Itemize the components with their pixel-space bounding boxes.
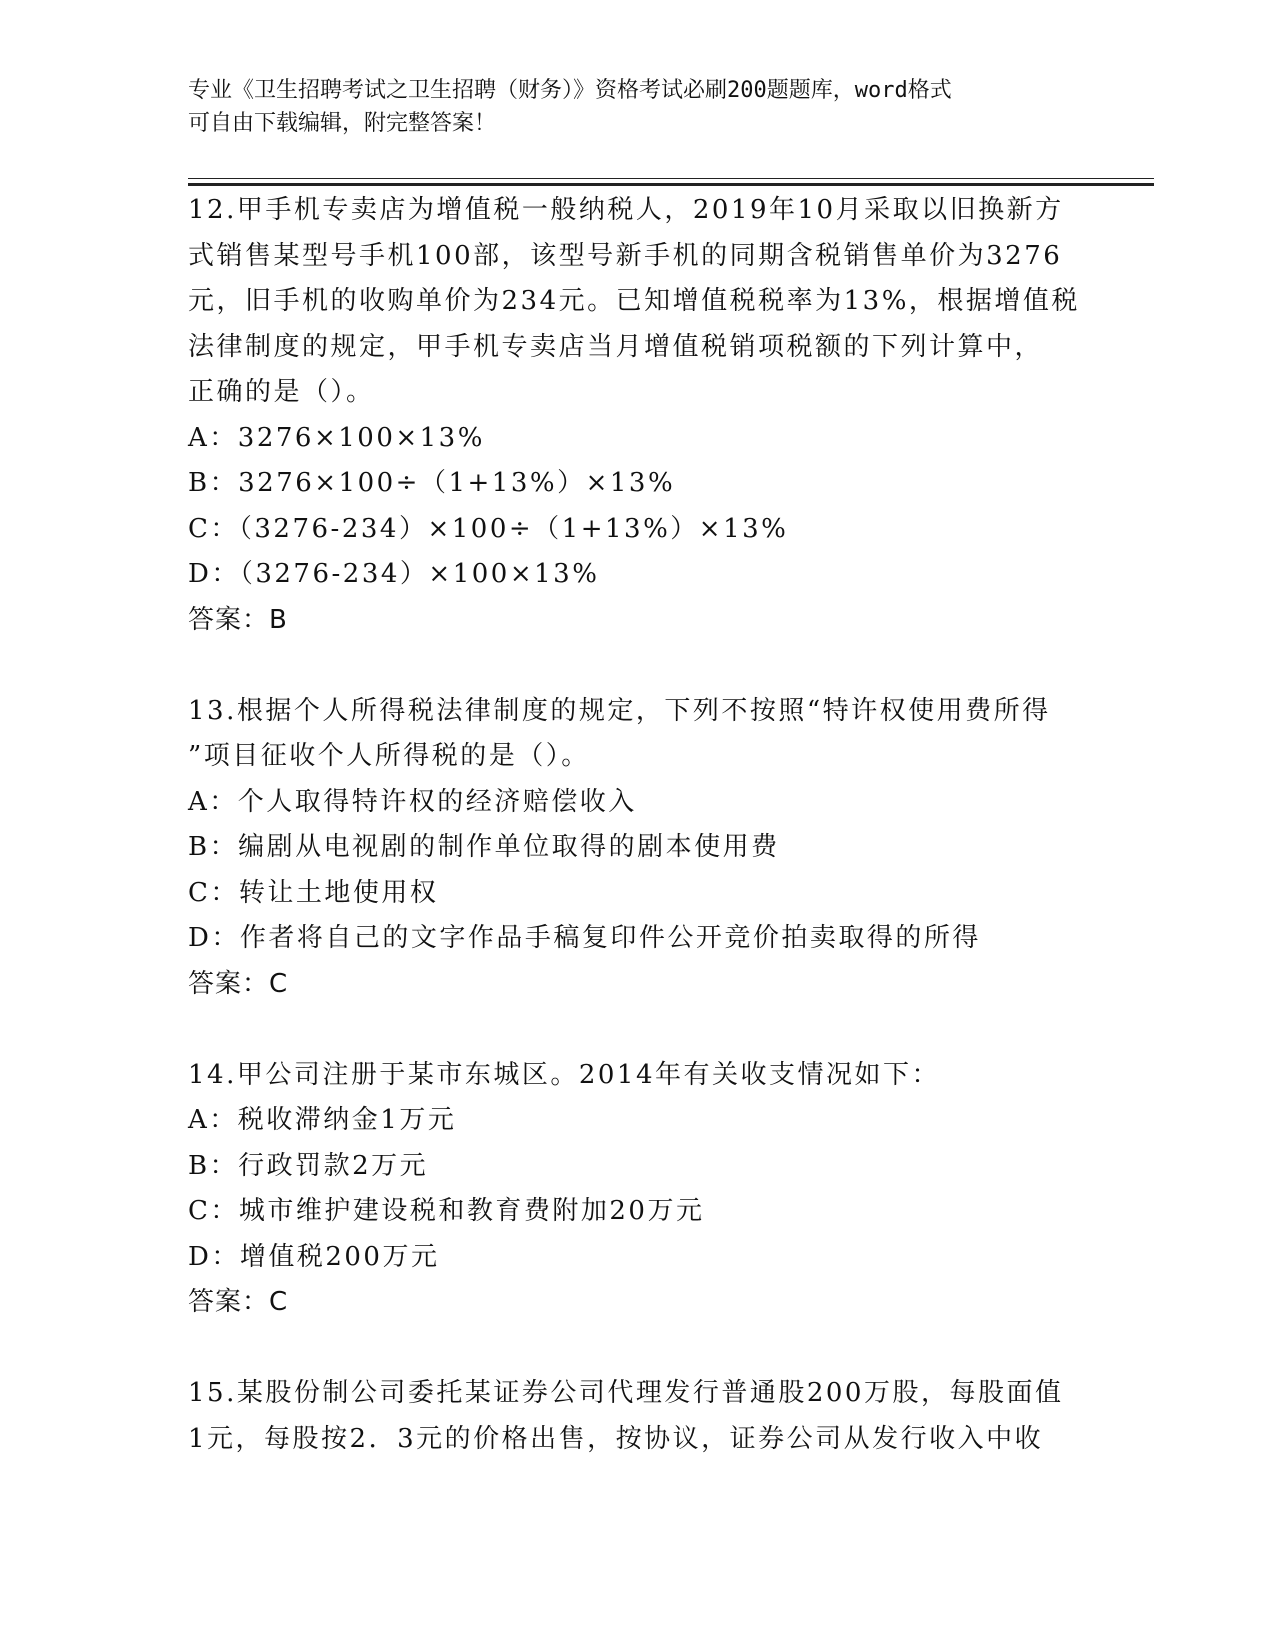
- question-stem-line: 式销售某型号手机100部，该型号新手机的同期含税销售单价为3276: [188, 240, 1063, 271]
- question-15: [188, 1371, 1088, 1462]
- option-c: C：（3276-234）×100÷（1+13%）×13%: [188, 513, 789, 544]
- header-divider-thin: [188, 178, 1154, 179]
- header-line-2: 可自由下载编辑，附完整答案！: [188, 111, 497, 136]
- question-14: [188, 1053, 1088, 1326]
- option-b: B：3276×100÷（1+13%）×13%: [188, 468, 676, 498]
- document-header: [188, 74, 1068, 140]
- question-13: [188, 689, 1088, 1008]
- option-d: D：（3276-234）×100×13%: [188, 559, 600, 589]
- header-line-1: 专业《卫生招聘考试之卫生招聘（财务）》资格考试必刷200题题库，word格式: [188, 78, 952, 103]
- question-stem-line: 13.根据个人所得税法律制度的规定，下列不按照“特许权使用费所得: [188, 695, 1051, 726]
- question-stem-line: ”项目征收个人所得税的是（）。: [188, 741, 590, 771]
- option-d: D：增值税200万元: [188, 1241, 440, 1272]
- option-c: C：转让土地使用权: [188, 877, 439, 908]
- question-stem-line: 元，旧手机的收购单价为234元。已知增值税税率为13%，根据增值税: [188, 286, 1080, 316]
- option-c: C：城市维护建设税和教育费附加20万元: [188, 1196, 705, 1226]
- answer-line: 答案：C: [188, 968, 289, 999]
- question-stem-line: 法律制度的规定，甲手机专卖店当月增值税销项税额的下列计算中，: [188, 331, 1044, 362]
- answer-line: 答案：B: [188, 604, 288, 635]
- option-b: B：行政罚款2万元: [188, 1150, 429, 1181]
- option-a: A：3276×100×13%: [188, 422, 485, 453]
- question-stem-line: 1元，每股按2．3元的价格出售，按协议，证券公司从发行收入中收: [188, 1423, 1044, 1454]
- question-stem-line: 12.甲手机专卖店为增值税一般纳税人，2019年10月采取以旧换新方: [188, 195, 1064, 225]
- question-12: [188, 188, 1088, 643]
- question-spacer: [188, 1326, 1088, 1372]
- question-stem-line: 15.某股份制公司委托某证券公司代理发行普通股200万股，每股面值: [188, 1378, 1064, 1408]
- question-spacer: [188, 1007, 1088, 1053]
- option-d: D：作者将自己的文字作品手稿复印件公开竞价拍卖取得的所得: [188, 923, 981, 953]
- answer-line: 答案：C: [188, 1287, 289, 1317]
- question-stem-line: 14.甲公司注册于某市东城区。2014年有关收支情况如下：: [188, 1059, 941, 1090]
- question-stem-line: 正确的是（）。: [188, 377, 375, 407]
- header-divider-thick: [188, 183, 1154, 186]
- option-a: A：个人取得特许权的经济赔偿收入: [188, 786, 637, 817]
- option-b: B：编剧从电视剧的制作单位取得的剧本使用费: [188, 832, 780, 862]
- option-a: A：税收滞纳金1万元: [188, 1105, 457, 1135]
- question-spacer: [188, 643, 1088, 689]
- question-list: [188, 188, 1088, 1462]
